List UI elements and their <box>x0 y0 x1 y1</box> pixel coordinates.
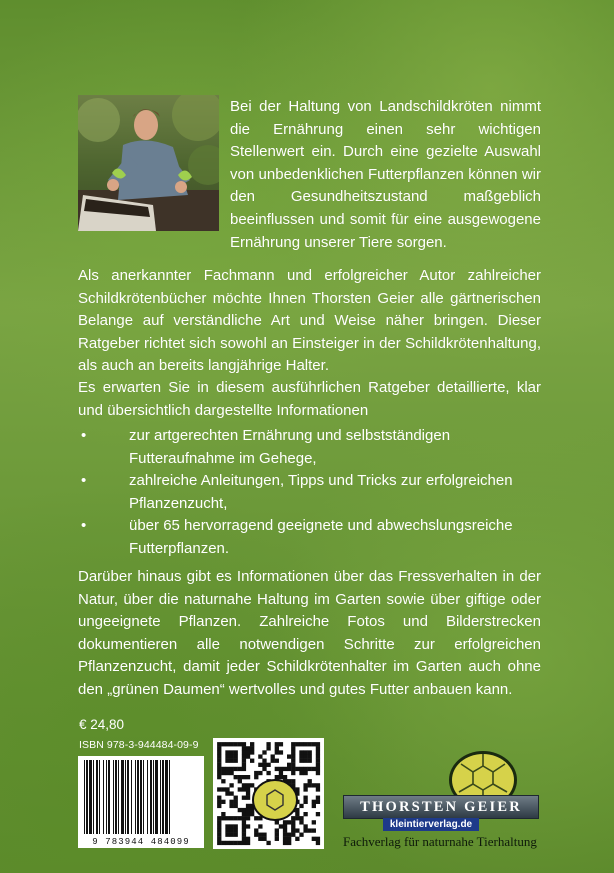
author-photo <box>78 95 219 231</box>
qr-turtle-icon <box>253 780 297 820</box>
publisher-website[interactable]: kleintierverlag.de <box>383 818 479 831</box>
list-item <box>78 425 541 470</box>
bullet-mark: • <box>81 517 87 535</box>
bullet-mark: • <box>81 472 87 490</box>
qr-code <box>213 738 324 849</box>
isbn-label: ISBN 978-3-944484-09-9 <box>79 739 199 751</box>
bullet-mark: • <box>81 427 87 444</box>
features-list <box>78 425 541 561</box>
publisher-tagline: Fachverlag für naturnahe Tierhaltung <box>343 834 537 849</box>
barcode-digits: 9 783944 484099 <box>92 837 190 847</box>
expect-paragraph: Es erwarten Sie in diesem ausführlichen Ratgeber detaillierte, klar und übersichtlich dargestellte Informationen <box>78 379 541 419</box>
publisher-brand: THORSTEN GEIER <box>343 795 539 819</box>
isbn-barcode <box>78 756 204 848</box>
price-label: € 24,80 <box>79 717 125 732</box>
list-item-text: zahlreiche Anleitungen, Tipps und Tricks zur erfolgreichen Pflanzenzucht, <box>129 472 513 512</box>
list-item <box>78 515 541 560</box>
publisher-logo <box>343 748 541 856</box>
author-paragraph: Als anerkannter Fachmann und erfolgreicher Autor zahlreicher Schildkrötenbücher möchte Ihnen Thorsten Geier alle gärtnerischen Belange auf verständliche Art und Weise näher bringen. Dieser Ratgeber richtet sich sowohl an Einsteiger in der Schildkrötenhaltung, als auch an bereits langjährige Halter. <box>78 267 541 375</box>
more-paragraph: Darüber hinaus gibt es Informationen über das Fressverhalten in der Natur, über die naturnahe Haltung im Garten sowie über giftige oder ungeeignete Pflanzen. Zahlreiche Fotos und Bilderstrecken dokumentieren alle notwendigen Schritte zur erfolgreichen Pflanzenzucht, damit jeder Schildkrötenhalter im Garten auch ohne den „grünen Daumen“ wertvolles und gutes Futter anbauen kann. <box>78 568 541 698</box>
list-item-text: über 65 hervorragend geeignete und abwechslungsreiche Futterpflanzen. <box>129 517 513 557</box>
list-item-text: zur artgerechten Ernährung und selbstständigen Futteraufnahme im Gehege, <box>129 427 451 467</box>
intro-paragraph: Bei der Haltung von Landschildkröten nimmt die Ernährung einen sehr wichtigen Stellenwert ein. Durch eine gezielte Auswahl von unbedenklichen Futterpflanzen können wir den Gesundheitszustand maßgeblich beeinflussen und somit für eine ausgewogene Ernährung unserer Tiere sorgen. <box>230 98 541 251</box>
list-item <box>78 470 541 515</box>
